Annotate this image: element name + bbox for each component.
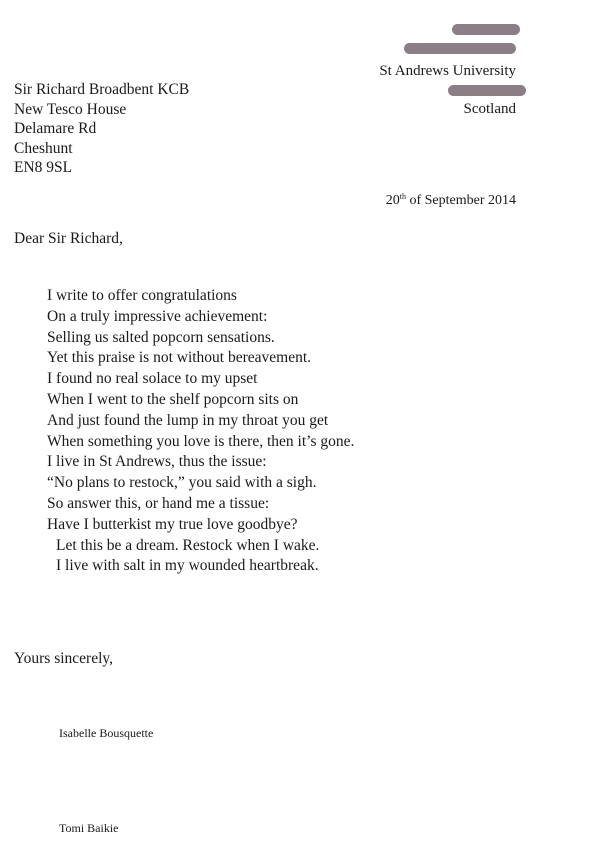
poem-line: I found no real solace to my upset (47, 370, 258, 388)
poem-line: On a truly impressive achievement: (47, 307, 268, 325)
redacted-address-bar (404, 43, 516, 54)
poem-line: I live in St Andrews, thus the issue: (47, 453, 267, 471)
sender-university: St Andrews University (379, 63, 516, 79)
sender-country: Scotland (463, 101, 516, 117)
poem-couplet-line: I live with salt in my wounded heartbreak. (56, 557, 319, 575)
redacted-address-bar (448, 85, 526, 96)
date-day: 20 (385, 193, 400, 208)
date-suffix: th (399, 192, 406, 201)
date-rest: of September 2014 (405, 193, 516, 208)
poem-line: So answer this, or hand me a tissue: (47, 494, 270, 512)
recipient-line: Delamare Rd (14, 120, 97, 137)
recipient-address (14, 80, 189, 178)
poem-line: “No plans to restock,” you said with a sigh. (47, 474, 317, 492)
poem-line: And just found the lump in my throat you get (47, 411, 329, 429)
closing: Yours sincerely, (14, 650, 114, 667)
poem-line: I write to offer congratulations (47, 287, 237, 304)
signatory-name: Isabelle Bousquette (59, 726, 154, 740)
poem-line: Have I butterkist my true love goodbye? (47, 515, 298, 533)
recipient-name: Sir Richard Broadbent KCB (14, 81, 190, 98)
recipient-line: Cheshunt (14, 139, 73, 157)
recipient-postcode: EN8 9SL (14, 159, 73, 176)
letter-date (386, 192, 516, 209)
recipient-line: New Tesco House (14, 100, 127, 118)
poem-line: Selling us salted popcorn sensations. (47, 328, 275, 346)
greeting: Dear Sir Richard, (14, 230, 123, 247)
poem-body (47, 286, 354, 577)
poem-line: When I went to the shelf popcorn sits on (47, 390, 299, 408)
poem-couplet-line: Let this be a dream. Restock when I wake. (56, 536, 320, 554)
poem-line: When something you love is there, then it’s gone. (47, 432, 355, 450)
signatory-name: Tomi Baikie (59, 821, 119, 835)
redacted-name-bar (452, 24, 520, 35)
poem-line: Yet this praise is not without bereavement. (47, 349, 312, 367)
